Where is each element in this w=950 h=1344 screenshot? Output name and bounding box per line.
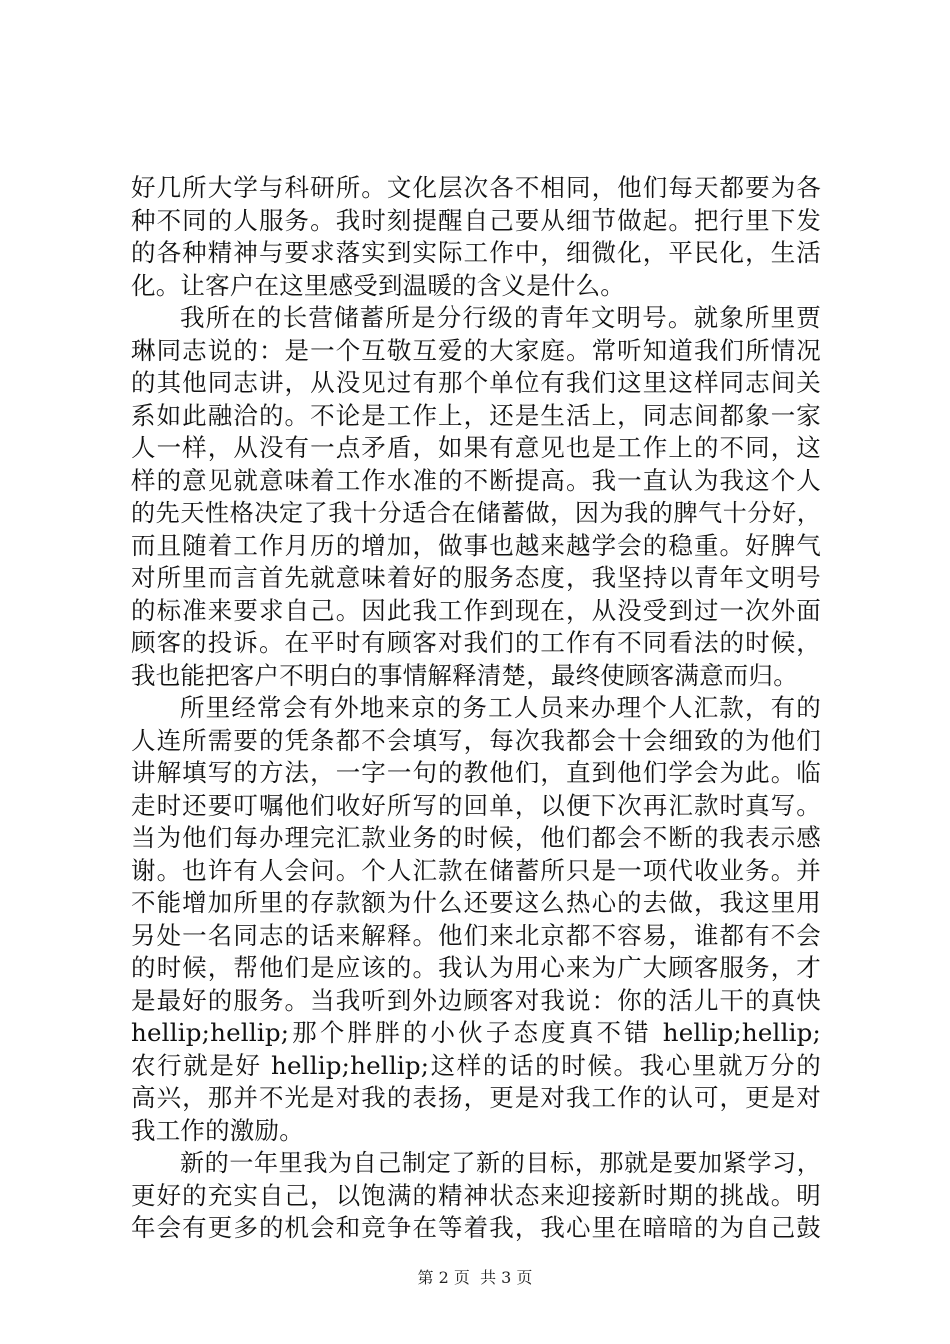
text-line: 的时候，帮他们是应该的。我认为用心来为广大顾客服务，才 <box>131 953 821 982</box>
text-line: 农行就是好 hellip;hellip;这样的话的时候。我心里就万分的 <box>131 1050 821 1080</box>
text-line: 人连所需要的凭条都不会填写，每次我都会十会细致的为他们 <box>131 725 821 755</box>
text-line: 人一样，从没有一点矛盾，如果有意见也是工作上的不同，这 <box>131 433 821 462</box>
text-line: 当为他们每办理完汇款业务的时候，他们都会不断的我表示感 <box>131 823 821 852</box>
text-line: 对所里而言首先就意味着好的服务态度，我坚持以青年文明号 <box>131 563 821 592</box>
text-line: 讲解填写的方法，一字一句的教他们，直到他们学会为此。临 <box>131 758 821 787</box>
text-line: 我也能把客户不明白的事情解释清楚，最终使顾客满意而归。 <box>131 660 798 690</box>
paragraph-start-line: 新的一年里我为自己制定了新的目标，那就是要加紧学习， <box>180 1149 821 1177</box>
page-number-footer: 第 2 页 共 3 页 <box>417 1268 533 1287</box>
text-line: 系如此融洽的。不论是工作上，还是生活上，同志间都象一家 <box>131 400 821 430</box>
text-line: 好几所大学与科研所。文化层次各不相同，他们每天都要为各 <box>131 173 821 202</box>
body-text <box>131 172 821 1245</box>
text-line: 谢。也许有人会问。个人汇款在储蓄所只是一项代收业务。并 <box>131 855 821 885</box>
paragraph-start-line: 我所在的长营储蓄所是分行级的青年文明号。就象所里贾 <box>180 303 821 332</box>
text-line: 的标准来要求自己。因此我工作到现在，从没受到过一次外面 <box>131 595 821 625</box>
text-line: 的各种精神与要求落实到实际工作中，细微化，平民化，生活 <box>131 238 821 267</box>
text-line: 化。让客户在这里感受到温暖的含义是什么。 <box>131 270 625 300</box>
paragraph-start-line: 所里经常会有外地来京的务工人员来办理个人汇款，有的 <box>180 693 821 722</box>
text-line: hellip;hellip;那个胖胖的小伙子态度真不错 hellip;hellip; <box>131 1018 821 1047</box>
text-line: 年会有更多的机会和竞争在等着我，我心里在暗暗的为自己鼓 <box>131 1213 821 1242</box>
text-line: 另处一名同志的话来解释。他们来北京都不容易，谁都有不会 <box>131 920 821 950</box>
text-line: 更好的充实自己，以饱满的精神状态来迎接新时期的挑战。明 <box>131 1180 821 1210</box>
text-line: 走时还要叮嘱他们收好所写的回单，以便下次再汇款时真写。 <box>131 790 821 820</box>
text-line: 高兴，那并不光是对我的表扬，更是对我工作的认可，更是对 <box>131 1083 821 1112</box>
text-line: 顾客的投诉。在平时有顾客对我们的工作有不同看法的时候， <box>131 628 821 657</box>
text-line: 我工作的激励。 <box>131 1115 304 1145</box>
text-line: 不能增加所里的存款额为什么还要这么热心的去做，我这里用 <box>131 888 821 917</box>
text-line: 而且随着工作月历的增加，做事也越来越学会的稳重。好脾气 <box>131 530 821 560</box>
text-line: 种不同的人服务。我时刻提醒自己要从细节做起。把行里下发 <box>131 205 821 235</box>
text-line: 的先天性格决定了我十分适合在储蓄做，因为我的脾气十分好， <box>131 499 821 527</box>
text-line: 样的意见就意味着工作水准的不断提高。我一直认为我这个人 <box>131 465 821 495</box>
text-line: 是最好的服务。当我听到外边顾客对我说：你的活儿干的真快 <box>131 985 821 1015</box>
text-line: 的其他同志讲，从没见过有那个单位有我们这里这样同志间关 <box>131 368 821 397</box>
text-line: 琳同志说的：是一个互敬互爱的大家庭。常听知道我们所情况 <box>131 335 821 365</box>
